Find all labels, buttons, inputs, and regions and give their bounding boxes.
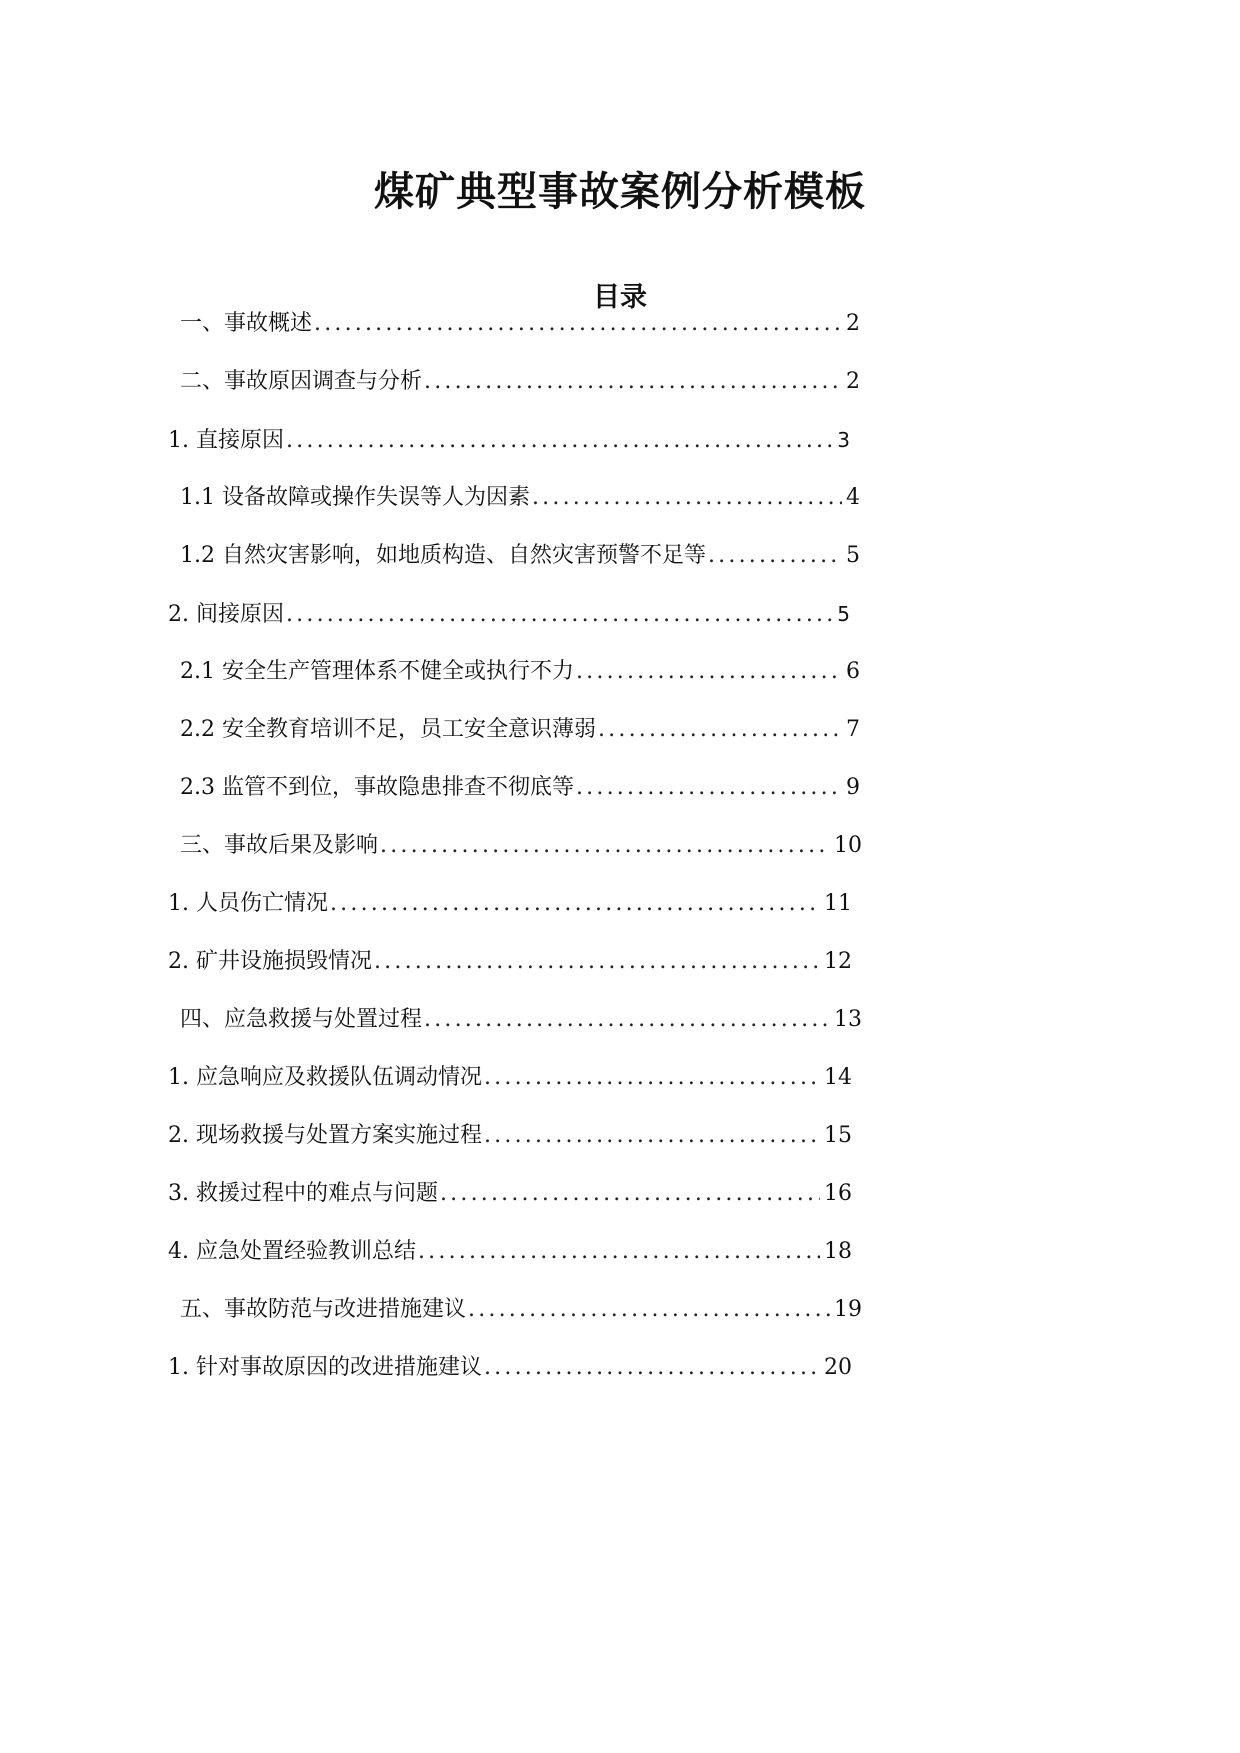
toc-entry-page: 20 (824, 1355, 852, 1380)
toc-dot-leader (440, 1177, 820, 1211)
toc-entry-page: 12 (824, 949, 852, 974)
toc-entry-11[interactable] (168, 887, 852, 921)
toc-entry-label: 二、事故原因调查与分析 (180, 369, 423, 394)
toc-entry-page: 15 (824, 1123, 852, 1148)
toc-entry-label: 一、事故概述 (180, 311, 313, 336)
toc-entry-page: 13 (834, 1007, 862, 1032)
toc-dot-leader (424, 365, 842, 399)
toc-entry-14[interactable] (168, 1061, 852, 1095)
toc-entry-page: 4 (846, 485, 860, 510)
toc-entry-label: 1.1 设备故障或操作失误等人为因素 (180, 485, 530, 510)
toc-entry-page: 5 (846, 543, 860, 568)
toc-entry-page: 9 (846, 775, 860, 800)
toc-entry-label: 1. 应急响应及救援队伍调动情况 (168, 1065, 482, 1090)
toc-dot-leader (598, 713, 842, 747)
toc-entry-4[interactable] (180, 481, 860, 515)
toc-entry-page: 3 (837, 428, 850, 452)
toc-entry-17[interactable] (168, 1235, 852, 1269)
toc-entry-1[interactable] (180, 307, 860, 341)
toc-entry-label: 1. 人员伤亡情况 (168, 891, 328, 916)
toc-dot-leader (424, 1003, 830, 1037)
toc-entry-7[interactable] (180, 655, 860, 689)
toc-entry-10[interactable] (180, 829, 862, 863)
toc-entry-12[interactable] (168, 945, 852, 979)
toc-entry-page: 14 (824, 1065, 852, 1090)
toc-dot-leader (286, 424, 833, 457)
toc-dot-leader (576, 655, 842, 689)
toc-entry-13[interactable] (180, 1003, 862, 1037)
toc-entry-label: 1.2 自然灾害影响，如地质构造、自然灾害预警不足等 (180, 543, 706, 568)
toc-entry-label: 2.3 监管不到位，事故隐患排查不彻底等 (180, 775, 574, 800)
toc-dot-leader (484, 1351, 820, 1385)
toc-entry-label: 2. 间接原因 (168, 602, 284, 627)
toc-dot-leader (532, 481, 842, 515)
toc-entry-label: 2.1 安全生产管理体系不健全或执行不力 (180, 659, 574, 684)
toc-entry-page: 6 (846, 659, 860, 684)
toc-entry-page: 7 (846, 717, 860, 742)
toc-dot-leader (330, 887, 820, 921)
toc-entry-label: 2.2 安全教育培训不足，员工安全意识薄弱 (180, 717, 596, 742)
toc-entry-page: 18 (824, 1239, 852, 1264)
toc-entry-9[interactable] (180, 771, 860, 805)
toc-entry-19[interactable] (168, 1351, 852, 1385)
toc-entry-18[interactable] (180, 1293, 862, 1327)
toc-dot-leader (468, 1293, 830, 1327)
toc-dot-leader (576, 771, 842, 805)
toc-dot-leader (708, 539, 842, 573)
toc-entry-label: 五、事故防范与改进措施建议 (180, 1297, 467, 1322)
toc-dot-leader (374, 945, 820, 979)
toc-entry-label: 4. 应急处置经验教训总结 (168, 1239, 416, 1264)
toc-entry-3[interactable] (168, 423, 850, 457)
toc-entry-16[interactable] (168, 1177, 852, 1211)
toc-dot-leader (418, 1235, 820, 1269)
toc-entry-5[interactable] (180, 539, 860, 573)
toc-entry-page: 19 (834, 1297, 862, 1322)
toc-entry-label: 3. 救援过程中的难点与问题 (168, 1181, 438, 1206)
toc-entry-2[interactable] (180, 365, 860, 399)
document-title: 煤矿典型事故案例分析模板 (374, 168, 866, 215)
toc-dot-leader (286, 598, 833, 631)
toc-entry-6[interactable] (168, 597, 850, 631)
toc-entry-page: 10 (834, 833, 862, 858)
toc-dot-leader (484, 1061, 820, 1095)
toc-entry-label: 2. 现场救援与处置方案实施过程 (168, 1123, 482, 1148)
toc-heading: 目录 (593, 282, 647, 313)
toc-entry-page: 11 (824, 891, 852, 916)
toc-dot-leader (380, 829, 830, 863)
toc-entry-label: 三、事故后果及影响 (180, 833, 379, 858)
toc-entry-page: 16 (824, 1181, 852, 1206)
toc-entry-label: 2. 矿井设施损毁情况 (168, 949, 372, 974)
toc-entry-label: 1. 直接原因 (168, 428, 284, 453)
toc-entry-page: 5 (837, 602, 850, 626)
toc-entry-8[interactable] (180, 713, 860, 747)
toc-dot-leader (484, 1119, 820, 1153)
toc-entry-label: 1. 针对事故原因的改进措施建议 (168, 1355, 482, 1380)
toc-dot-leader (314, 307, 842, 341)
toc-entry-label: 四、应急救援与处置过程 (180, 1007, 423, 1032)
toc-entry-15[interactable] (168, 1119, 852, 1153)
toc-entry-page: 2 (846, 369, 860, 394)
toc-entry-page: 2 (846, 311, 860, 336)
